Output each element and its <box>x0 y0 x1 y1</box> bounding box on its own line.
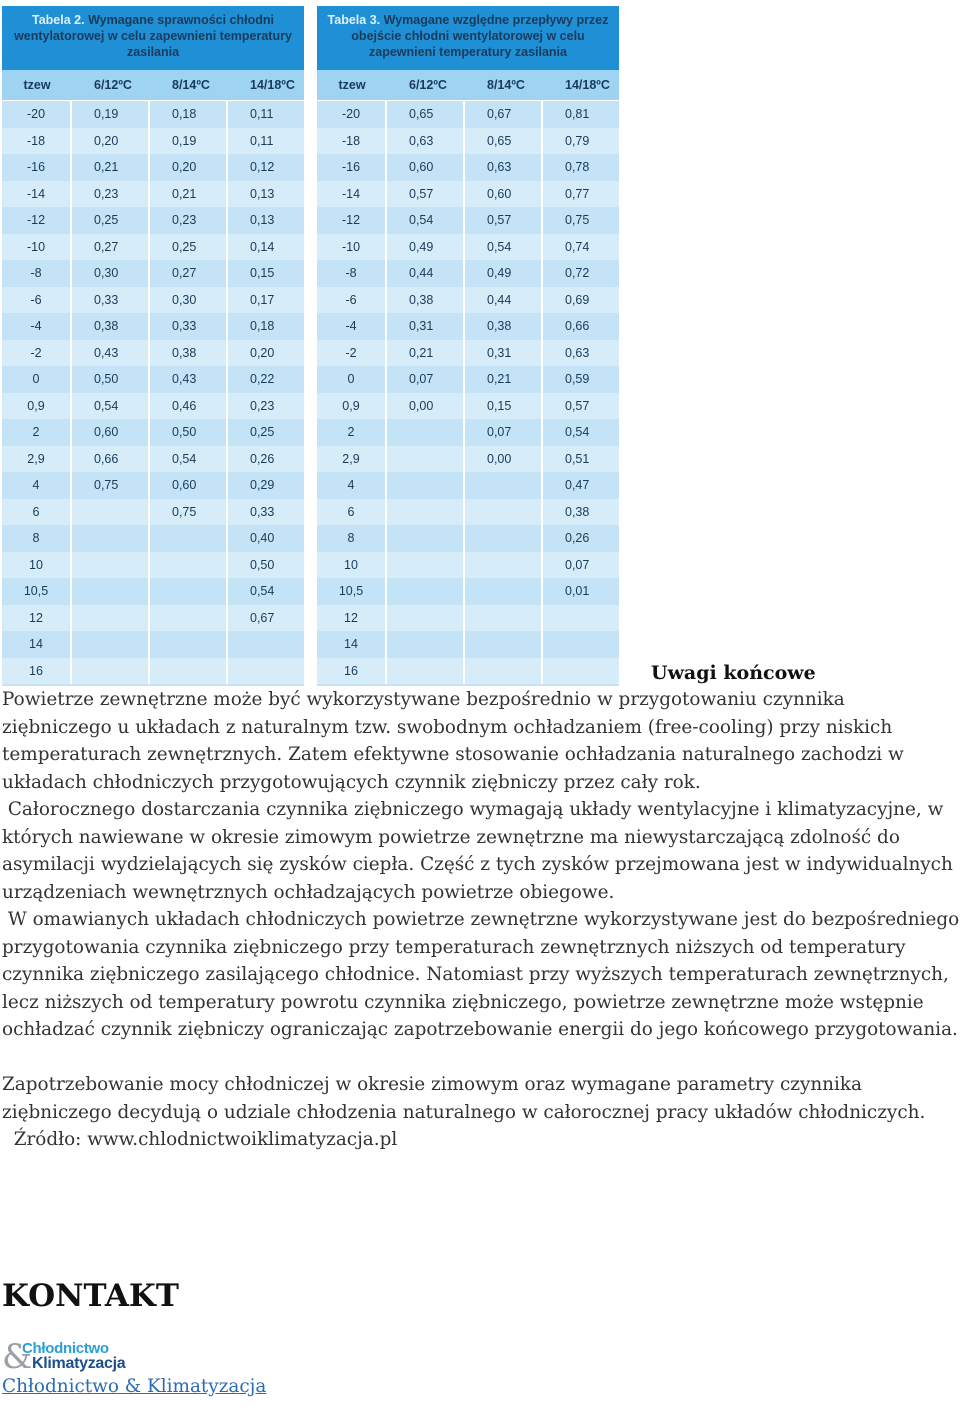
table-cell: 0,60 <box>465 181 543 208</box>
table-cell <box>387 525 465 552</box>
table-cell: -10 <box>2 234 72 261</box>
table-cell <box>387 499 465 526</box>
table-cell <box>150 552 228 579</box>
table-cell: 0,21 <box>465 366 543 393</box>
table-cell <box>465 658 543 685</box>
table-cell: 0,49 <box>465 260 543 287</box>
table-cell: 0,00 <box>387 393 465 420</box>
contact-heading: KONTAKT <box>2 1278 179 1314</box>
table-row <box>317 393 619 420</box>
table-cell: 0,30 <box>72 260 150 287</box>
table-row <box>2 101 304 128</box>
table-cell: -8 <box>317 260 387 287</box>
table-cell: 4 <box>2 472 72 499</box>
table-cell: 0,44 <box>465 287 543 314</box>
table-cell: 0,44 <box>387 260 465 287</box>
table-cell <box>387 631 465 658</box>
table-cell: -6 <box>317 287 387 314</box>
table-cell: 0,75 <box>150 499 228 526</box>
article-source: Źródło: www.chlodnictwoiklimatyzacja.pl <box>2 1129 398 1150</box>
table-cell: 0,20 <box>72 128 150 155</box>
table-cell: 2 <box>317 419 387 446</box>
table-cell: 0,23 <box>150 207 228 234</box>
table-row <box>317 631 619 658</box>
table-cell: -4 <box>317 313 387 340</box>
table-row <box>317 181 619 208</box>
table-cell: 0,40 <box>250 531 275 546</box>
table-cell: 0,21 <box>387 340 465 367</box>
table-cell: 0,54 <box>72 393 150 420</box>
table-2-col-8-14: 8/14ºC <box>172 78 210 92</box>
table-cell <box>465 499 543 526</box>
table-cell: 0,29 <box>250 478 275 493</box>
table-row <box>317 313 619 340</box>
table-cell: 0,72 <box>565 266 590 281</box>
table-cell: 0,50 <box>150 419 228 446</box>
table-cell <box>72 658 150 685</box>
table-cell: 0,27 <box>72 234 150 261</box>
table-row <box>317 525 619 552</box>
table-cell: 0,78 <box>565 160 590 175</box>
table-cell <box>72 605 150 632</box>
table-cell: 12 <box>317 605 387 632</box>
table-row <box>2 260 304 287</box>
table-2-caption <box>2 6 304 70</box>
table-cell: 0,27 <box>150 260 228 287</box>
table-cell <box>387 658 465 685</box>
table-cell: 0,25 <box>250 425 275 440</box>
table-cell: 0,43 <box>72 340 150 367</box>
table-cell: 16 <box>2 658 72 685</box>
article-paragraph-4: Zapotrzebowanie mocy chłodniczej w okresie zimowym oraz wymagane parametry czynnika ziębniczego decydują o udziale chłodzenia naturalnego w całorocznej pracy układów chłodniczych. <box>2 1074 926 1123</box>
table-cell <box>72 578 150 605</box>
table-cell: 0,07 <box>565 557 590 572</box>
table-row <box>317 605 619 632</box>
table-cell <box>465 605 543 632</box>
table-cell: 0,15 <box>250 266 275 281</box>
table-3-col-8-14: 8/14ºC <box>487 78 525 92</box>
table-2 <box>2 6 304 686</box>
table-cell: -2 <box>2 340 72 367</box>
table-row <box>317 552 619 579</box>
table-cell <box>387 419 465 446</box>
table-cell <box>72 525 150 552</box>
table-cell: -16 <box>317 154 387 181</box>
table-cell: 0,54 <box>250 584 275 599</box>
table-cell: 0,54 <box>387 207 465 234</box>
table-cell: 0,75 <box>72 472 150 499</box>
table-cell <box>543 605 619 632</box>
table-cell: 0,63 <box>387 128 465 155</box>
table-cell: 0,66 <box>72 446 150 473</box>
table-cell: -18 <box>2 128 72 155</box>
table-row <box>2 631 304 658</box>
table-cell: -2 <box>317 340 387 367</box>
table-row <box>317 207 619 234</box>
table-cell: 2,9 <box>2 446 72 473</box>
table-cell: 0,50 <box>72 366 150 393</box>
table-cell: 0,47 <box>565 478 590 493</box>
table-cell: 0,65 <box>387 101 465 128</box>
table-cell: 0,07 <box>465 419 543 446</box>
table-row <box>317 446 619 473</box>
table-cell: 0,75 <box>565 213 590 228</box>
table-cell: 0,01 <box>565 584 590 599</box>
table-cell: 0,18 <box>250 319 275 334</box>
table-cell: 10,5 <box>317 578 387 605</box>
table-cell <box>387 605 465 632</box>
table-cell: 0,22 <box>250 372 275 387</box>
logo-ampersand: & <box>2 1337 33 1377</box>
section-heading-uwagi: Uwagi końcowe <box>651 662 816 684</box>
table-cell: 0,21 <box>150 181 228 208</box>
table-cell: 0,60 <box>72 419 150 446</box>
table-cell <box>543 631 619 658</box>
table-cell: 10 <box>317 552 387 579</box>
table-2-body <box>2 101 304 686</box>
table-row <box>2 287 304 314</box>
table-cell: 0,07 <box>387 366 465 393</box>
table-cell <box>72 499 150 526</box>
table-3 <box>317 6 619 686</box>
table-cell <box>150 658 228 685</box>
table-cell: 0,67 <box>250 610 275 625</box>
table-cell: 0,9 <box>317 393 387 420</box>
table-cell: -20 <box>2 101 72 128</box>
table-row <box>2 366 304 393</box>
table-cell: 0,38 <box>150 340 228 367</box>
table-row <box>2 446 304 473</box>
table-cell: -14 <box>2 181 72 208</box>
table-3-caption <box>317 6 619 70</box>
table-row <box>2 393 304 420</box>
table-cell: 0,81 <box>565 107 590 122</box>
table-row <box>2 313 304 340</box>
table-2-col-tzew: tzew <box>23 78 51 92</box>
table-row <box>317 128 619 155</box>
table-row <box>2 525 304 552</box>
table-cell <box>72 631 150 658</box>
table-cell: 4 <box>317 472 387 499</box>
table-cell <box>387 472 465 499</box>
table-row <box>2 181 304 208</box>
table-row <box>317 154 619 181</box>
table-cell: 0,74 <box>565 239 590 254</box>
table-cell: 0,11 <box>250 107 274 122</box>
table-row <box>2 234 304 261</box>
table-cell: 0,17 <box>250 292 275 307</box>
table-cell: 0,13 <box>250 213 275 228</box>
table-cell: 14 <box>317 631 387 658</box>
table-cell: 0,63 <box>465 154 543 181</box>
table-row <box>317 658 619 685</box>
table-cell: 0,57 <box>465 207 543 234</box>
table-cell: 6 <box>2 499 72 526</box>
table-row <box>2 552 304 579</box>
paragraph-spacer <box>2 1044 960 1072</box>
table-cell: -4 <box>2 313 72 340</box>
table-cell: 0,11 <box>250 133 274 148</box>
table-row <box>317 578 619 605</box>
table-row <box>317 260 619 287</box>
table-cell <box>465 552 543 579</box>
table-cell: 0,00 <box>465 446 543 473</box>
table-cell: 0,54 <box>150 446 228 473</box>
table-cell: 0,12 <box>250 160 275 175</box>
table-2-col-14-18: 14/18ºC <box>250 78 295 92</box>
logo-text-klimatyzacja: Klimatyzacja <box>32 1355 126 1372</box>
table-cell: 0,30 <box>150 287 228 314</box>
table-3-col-14-18: 14/18ºC <box>565 78 610 92</box>
table-cell: 0,38 <box>565 504 590 519</box>
article-paragraph-2: Całorocznego dostarczania czynnika ziębniczego wymagają układy wentylacyjne i klimatyzacyjne, w których nawiewane w okresie zimowym powietrze zewnętrzne ma niewystarczającą zdolność do asymilacji wydzielających się zysków ciepła. Część z tych zysków przejmowana jest w indywidualnych urządzeniach wewnętrznych ochładzających powietrze obiegowe. <box>2 799 959 903</box>
table-cell: 0,14 <box>250 239 275 254</box>
table-cell <box>228 631 304 658</box>
table-cell: 0,38 <box>72 313 150 340</box>
table-cell: 0,59 <box>565 372 590 387</box>
table-3-col-tzew: tzew <box>338 78 366 92</box>
table-row <box>317 366 619 393</box>
table-cell: 0,20 <box>250 345 275 360</box>
table-cell: -18 <box>317 128 387 155</box>
table-cell <box>150 605 228 632</box>
table-3-body <box>317 101 619 686</box>
table-cell: 0,43 <box>150 366 228 393</box>
table-cell: 0,67 <box>465 101 543 128</box>
table-3-caption-number: Tabela 3. <box>327 13 381 27</box>
table-3-caption-text: Wymagane względne przepływy przez obejście chłodni wentylatorowej w celu zapewnieni temperatury zasilania <box>351 13 609 59</box>
table-cell: -12 <box>317 207 387 234</box>
table-cell <box>72 552 150 579</box>
table-3-header-row <box>317 70 619 101</box>
table-row <box>317 340 619 367</box>
table-cell: 0,57 <box>565 398 590 413</box>
article-paragraph-3: W omawianych układach chłodniczych powietrze zewnętrzne wykorzystywane jest do bezpośredniego przygotowania czynnika ziębniczego przy temperaturach zewnętrznych niższych od temperatury czynnika ziębniczego zasilającego chłodnice. Natomiast przy wyższych temperaturach zewnętrznych, lecz niższych od temperatury powrotu czynnika ziębniczego, powietrze zewnętrzne może wstępnie ochładzać czynnik ziębniczy ograniczając zapotrzebowanie energii do jego końcowego przygotowania. <box>2 909 960 1040</box>
company-logo[interactable] <box>2 1337 142 1377</box>
table-3-col-6-12: 6/12ºC <box>409 78 447 92</box>
table-2-caption-number: Tabela 2. <box>32 13 85 27</box>
table-cell: 0,26 <box>250 451 275 466</box>
table-cell: 0,65 <box>465 128 543 155</box>
table-cell: 0,79 <box>565 133 590 148</box>
table-cell: 0,23 <box>72 181 150 208</box>
table-cell: 0,60 <box>150 472 228 499</box>
table-cell: 0,9 <box>2 393 72 420</box>
table-cell <box>387 578 465 605</box>
table-cell: 0,21 <box>72 154 150 181</box>
table-cell <box>387 446 465 473</box>
table-cell: 6 <box>317 499 387 526</box>
table-row <box>317 287 619 314</box>
table-cell: 0,33 <box>150 313 228 340</box>
table-cell: -6 <box>2 287 72 314</box>
table-cell: 8 <box>317 525 387 552</box>
table-cell: 0,63 <box>565 345 590 360</box>
table-row <box>2 578 304 605</box>
table-cell: 8 <box>2 525 72 552</box>
table-cell: 0,54 <box>565 425 590 440</box>
table-cell: 0,66 <box>565 319 590 334</box>
table-row <box>2 128 304 155</box>
article-body <box>2 686 960 1154</box>
table-cell <box>150 578 228 605</box>
table-cell: 0,15 <box>465 393 543 420</box>
table-cell: 0,60 <box>387 154 465 181</box>
table-cell: 0,69 <box>565 292 590 307</box>
table-cell: 0,77 <box>565 186 590 201</box>
table-cell: 0,18 <box>150 101 228 128</box>
table-cell <box>465 472 543 499</box>
table-row <box>2 658 304 685</box>
table-cell: 0,38 <box>465 313 543 340</box>
table-cell <box>150 525 228 552</box>
table-cell: 0,26 <box>565 531 590 546</box>
table-2-caption-text: Wymagane sprawności chłodni wentylatorowej w celu zapewnieni temperatury zasilania <box>14 13 292 59</box>
table-cell: 2,9 <box>317 446 387 473</box>
table-row <box>2 499 304 526</box>
table-cell: 14 <box>2 631 72 658</box>
table-row <box>317 419 619 446</box>
table-cell <box>387 552 465 579</box>
table-row <box>2 472 304 499</box>
table-cell: 0,25 <box>150 234 228 261</box>
table-row <box>2 154 304 181</box>
table-cell: 0,31 <box>387 313 465 340</box>
table-cell: -10 <box>317 234 387 261</box>
article-paragraph-1: Powietrze zewnętrzne może być wykorzystywane bezpośrednio w przygotowaniu czynnika ziębniczego u układach z naturalnym tzw. swobodnym ochładzaniem (free-cooling) przy niskich temperaturach zewnętrznych. Zatem efektywne stosowanie ochładzania naturalnego zachodzi w układach chłodniczych przygotowujących czynnik ziębniczy przez cały rok. <box>2 689 904 793</box>
table-row <box>2 207 304 234</box>
table-cell: 0,38 <box>387 287 465 314</box>
table-cell: 0,20 <box>150 154 228 181</box>
table-row <box>2 340 304 367</box>
table-cell: 0,19 <box>150 128 228 155</box>
table-2-col-6-12: 6/12ºC <box>94 78 132 92</box>
table-2-header-row <box>2 70 304 101</box>
table-row <box>317 499 619 526</box>
table-cell: -12 <box>2 207 72 234</box>
table-cell <box>150 631 228 658</box>
table-cell: -14 <box>317 181 387 208</box>
table-cell: 10,5 <box>2 578 72 605</box>
table-cell <box>465 578 543 605</box>
table-row <box>2 419 304 446</box>
contact-company-link[interactable]: Chłodnictwo & Klimatyzacja <box>2 1376 267 1397</box>
table-cell: 0,54 <box>465 234 543 261</box>
table-row <box>2 605 304 632</box>
table-cell: 0,46 <box>150 393 228 420</box>
table-cell: 0,51 <box>565 451 590 466</box>
table-row <box>317 101 619 128</box>
table-cell: 0,19 <box>72 101 150 128</box>
table-cell: 0,33 <box>72 287 150 314</box>
table-cell: 12 <box>2 605 72 632</box>
table-cell <box>465 631 543 658</box>
table-cell: 0,49 <box>387 234 465 261</box>
table-cell <box>465 525 543 552</box>
table-cell <box>228 658 304 685</box>
table-cell: 0 <box>2 366 72 393</box>
table-cell: 0,33 <box>250 504 275 519</box>
table-row <box>317 472 619 499</box>
table-cell: 16 <box>317 658 387 685</box>
table-cell: 0,25 <box>72 207 150 234</box>
table-cell: -16 <box>2 154 72 181</box>
table-cell: 0,31 <box>465 340 543 367</box>
table-cell: 0,50 <box>250 557 275 572</box>
table-row <box>317 234 619 261</box>
table-cell: 0,57 <box>387 181 465 208</box>
table-cell: 0,13 <box>250 186 275 201</box>
table-cell <box>543 658 619 685</box>
table-cell: 10 <box>2 552 72 579</box>
table-cell: -8 <box>2 260 72 287</box>
table-cell: 0 <box>317 366 387 393</box>
table-cell: -20 <box>317 101 387 128</box>
logo-text-chlodnictwo: Chłodnictwo <box>22 1340 109 1357</box>
table-cell: 0,23 <box>250 398 275 413</box>
table-cell: 2 <box>2 419 72 446</box>
